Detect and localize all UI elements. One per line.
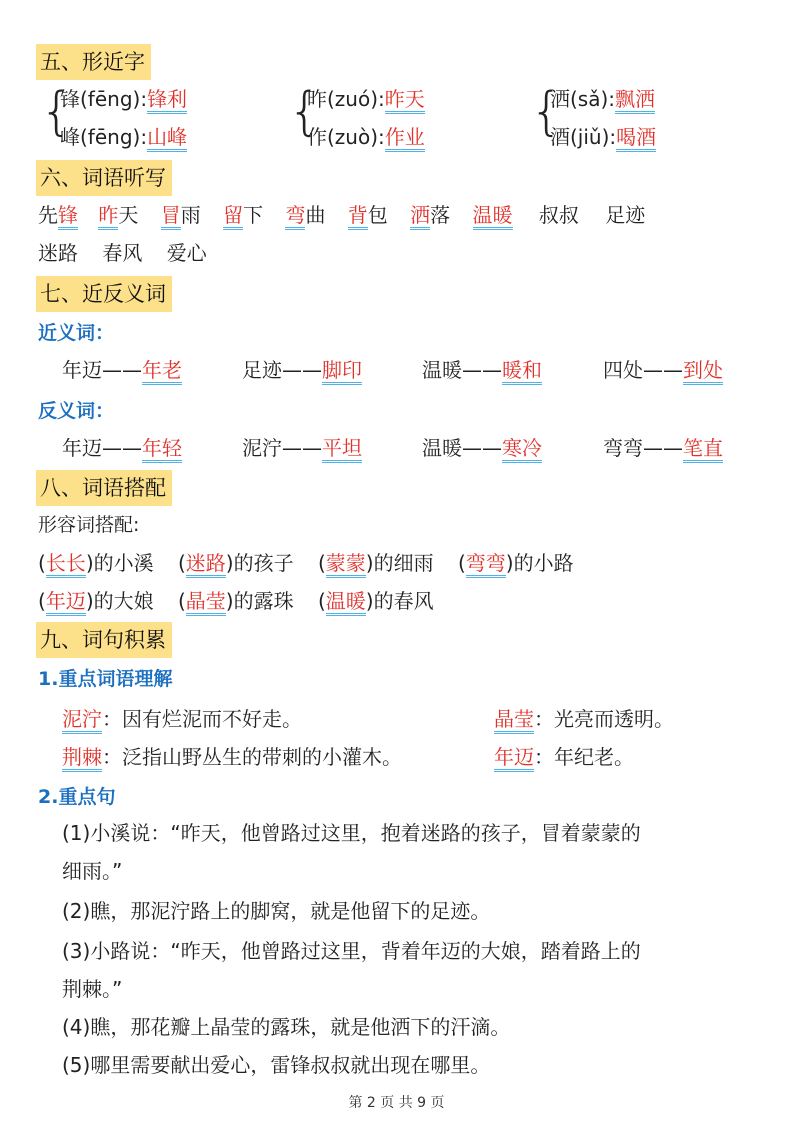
answer: 山峰 — [147, 125, 187, 152]
dictation-word: 昨天 — [98, 203, 138, 227]
char: 作(zuò): — [307, 125, 385, 149]
dictation-word: 叔叔 — [538, 203, 579, 227]
term-definition: 泥泞：因有烂泥而不好走。 — [62, 704, 302, 734]
sentence-line: 荆棘。” — [62, 977, 123, 1001]
answer: 昨天 — [385, 87, 425, 114]
collocation: (蒙蒙)的细雨 — [318, 551, 434, 575]
synonym-pair: 四处——到处 — [603, 355, 723, 385]
brace-1: { — [40, 82, 74, 142]
similar-char-row — [307, 84, 425, 114]
sentence-line: (4)瞧，那花瓣上晶莹的露珠，就是他洒下的汗滴。 — [62, 1015, 511, 1039]
term-definition: 年迈：年纪老。 — [494, 742, 634, 772]
brace-3: { — [530, 82, 564, 142]
similar-char-row — [550, 84, 655, 114]
page-footer: 第 2 页 共 9 页 — [348, 1095, 445, 1111]
char: 洒(sǎ): — [550, 87, 616, 111]
answer: 作业 — [385, 125, 425, 152]
section-title-7: 七、近反义词 — [36, 276, 172, 312]
collocation: (长长)的小溪 — [38, 551, 154, 578]
section-title-9: 九、词句积累 — [36, 622, 172, 658]
char: 锋(fēng): — [60, 87, 148, 111]
similar-char-row — [307, 122, 425, 152]
antonym-pair: 年迈——年轻 — [62, 433, 182, 463]
collocation-subtitle: 形容词搭配: — [38, 514, 140, 536]
collocation-row-2 — [38, 586, 434, 616]
subheading-key-words: 1.重点词语理解 — [38, 668, 173, 690]
antonym-pair: 弯弯——笔直 — [603, 433, 723, 463]
dictation-word: 留下 — [223, 203, 263, 227]
dictation-word: 背包 — [348, 203, 388, 227]
section-title-5: 五、形近字 — [36, 44, 151, 80]
collocation: (弯弯)的小路 — [458, 551, 574, 575]
similar-char-row — [550, 122, 656, 152]
term-definition: 荆棘：泛指山野丛生的带刺的小灌木。 — [62, 742, 402, 772]
sentence-line: 细雨。” — [62, 859, 123, 883]
synonym-pair: 足迹——脚印 — [242, 355, 362, 385]
char: 昨(zuó): — [307, 87, 385, 111]
term-definition: 晶莹：光亮而透明。 — [494, 704, 674, 734]
sentence-line: (5)哪里需要献出爱心，雷锋叔叔就出现在哪里。 — [62, 1053, 491, 1077]
dictation-word: 温暖 — [473, 203, 513, 227]
char: 酒(jiǔ): — [550, 125, 617, 149]
section-title-6: 六、词语听写 — [36, 160, 172, 196]
dictation-word: 春风 — [102, 241, 143, 265]
synonym-pair: 温暖——暖和 — [422, 355, 542, 385]
collocation: (迷路)的孩子 — [178, 551, 294, 575]
dictation-row-2 — [38, 238, 207, 268]
dictation-word: 爱心 — [166, 241, 207, 265]
dictation-word: 洒落 — [410, 203, 450, 227]
dictation-word: 先锋 — [38, 203, 78, 230]
antonym-pair: 温暖——寒冷 — [422, 433, 542, 463]
dictation-word: 弯曲 — [285, 203, 325, 227]
answer: 飘洒 — [615, 87, 655, 114]
antonym-label: 反义词： — [38, 400, 115, 422]
section-title-8: 八、词语搭配 — [36, 470, 172, 506]
dictation-row-1 — [38, 200, 645, 230]
sentence-line: (1)小溪说：“昨天，他曾路过这里，抱着迷路的孩子，冒着蒙蒙的 — [62, 821, 641, 845]
answer: 锋利 — [147, 87, 187, 114]
collocation: (年迈)的大娘 — [38, 589, 154, 616]
synonym-pair: 年迈——年老 — [62, 355, 182, 385]
sentence-line: (3)小路说：“昨天，他曾路过这里，背着年迈的大娘，踏着路上的 — [62, 939, 641, 963]
similar-char-row — [60, 122, 187, 152]
collocation: (晶莹)的露珠 — [178, 589, 294, 613]
antonym-pair: 泥泞——平坦 — [242, 433, 362, 463]
dictation-word: 冒雨 — [161, 203, 201, 227]
sentence-line: (2)瞧，那泥泞路上的脚窝，就是他留下的足迹。 — [62, 899, 491, 923]
answer: 喝酒 — [616, 125, 656, 152]
collocation-row-1 — [38, 548, 574, 578]
collocation: (温暖)的春风 — [318, 589, 434, 613]
synonym-label: 近义词： — [38, 322, 115, 344]
brace-2: { — [288, 82, 322, 142]
dictation-word: 迷路 — [38, 241, 78, 265]
dictation-word: 足迹 — [605, 203, 646, 227]
similar-char-row — [60, 84, 187, 114]
char: 峰(fēng): — [60, 125, 148, 149]
subheading-key-sentences: 2.重点句 — [38, 786, 116, 808]
